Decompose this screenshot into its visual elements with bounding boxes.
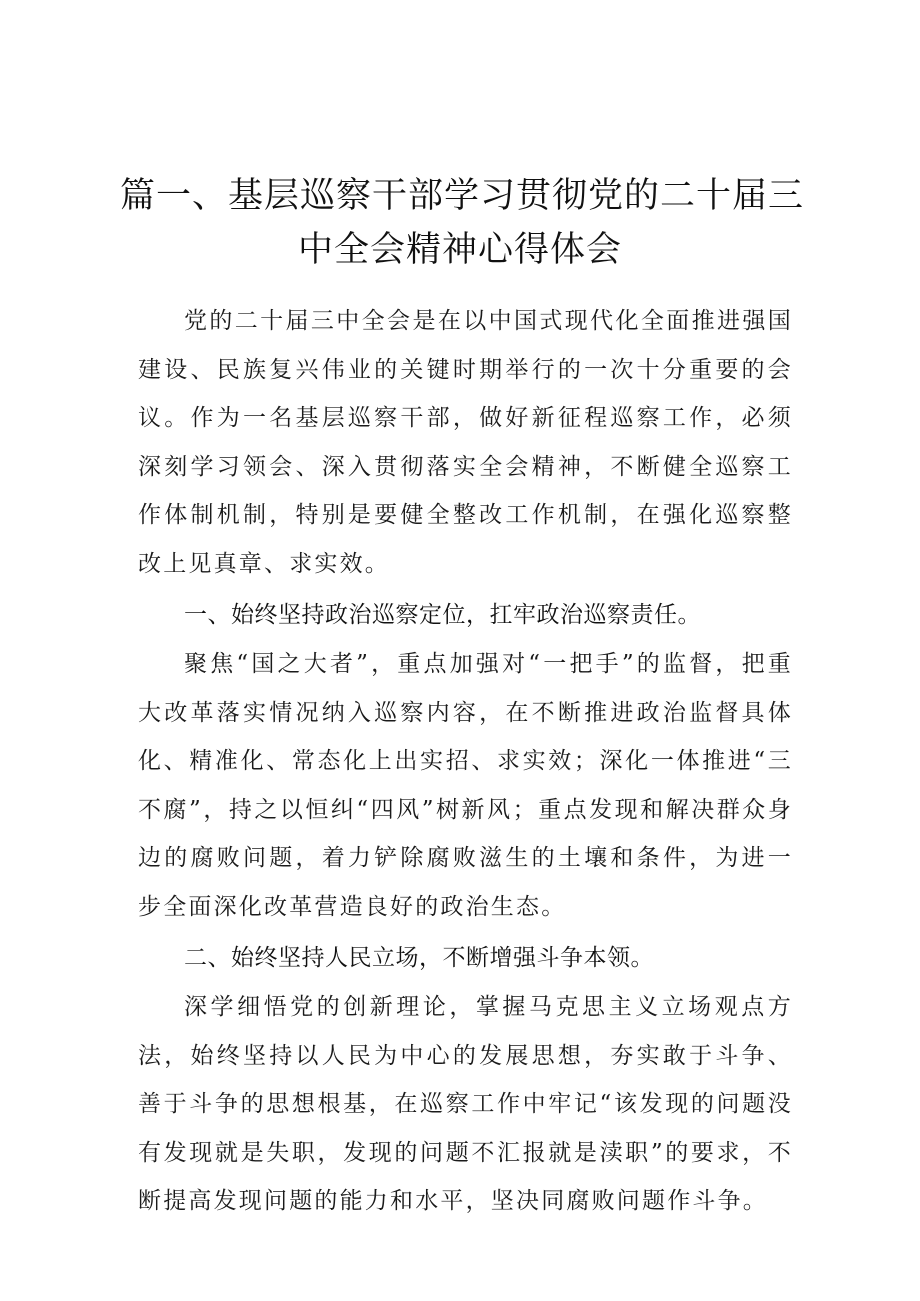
title-line-2: 中全会精神心得体会 bbox=[297, 230, 622, 271]
document-title bbox=[120, 169, 805, 277]
document-body bbox=[138, 297, 793, 1226]
section-2-heading: 二、始终坚持人民立场，不断增强斗争本领。 bbox=[184, 945, 654, 971]
section-2-paragraph: 深学细悟党的创新理论，掌握马克思主义立场观点方法，始终坚持以人民为中心的发展思想，夯实敢于斗争、善于斗争的思想根基，在巡察工作中牢记“该发现的问题没有发现就是失职，发现的问题不汇报就是渎职”的要求，不断提高发现问题的能力和水平，坚决同腐败问题作斗争。 bbox=[138, 994, 793, 1214]
title-line-1: 篇一、基层巡察干部学习贯彻党的二十届三 bbox=[120, 176, 805, 217]
section-1-paragraph: 聚焦“国之大者”，重点加强对“一把手”的监督，把重大改革落实情况纳入巡察内容，在不断推进政治监督具体化、精准化、常态化上出实招、求实效；深化一体推进“三不腐”，持之以恒纠“四风”树新风；重点发现和解决群众身边的腐败问题，着力铲除腐败滋生的土壤和条件，为进一步全面深化改革营造良好的政治生态。 bbox=[138, 651, 793, 920]
intro-paragraph: 党的二十届三中全会是在以中国式现代化全面推进强国建设、民族复兴伟业的关键时期举行的一次十分重要的会议。作为一名基层巡察干部，做好新征程巡察工作，必须深刻学习领会、深入贯彻落实全会精神，不断健全巡察工作体制机制，特别是要健全整改工作机制，在强化巡察整改上见真章、求实效。 bbox=[138, 308, 793, 577]
section-1-heading: 一、始终坚持政治巡察定位，扛牢政治巡察责任。 bbox=[184, 602, 701, 628]
